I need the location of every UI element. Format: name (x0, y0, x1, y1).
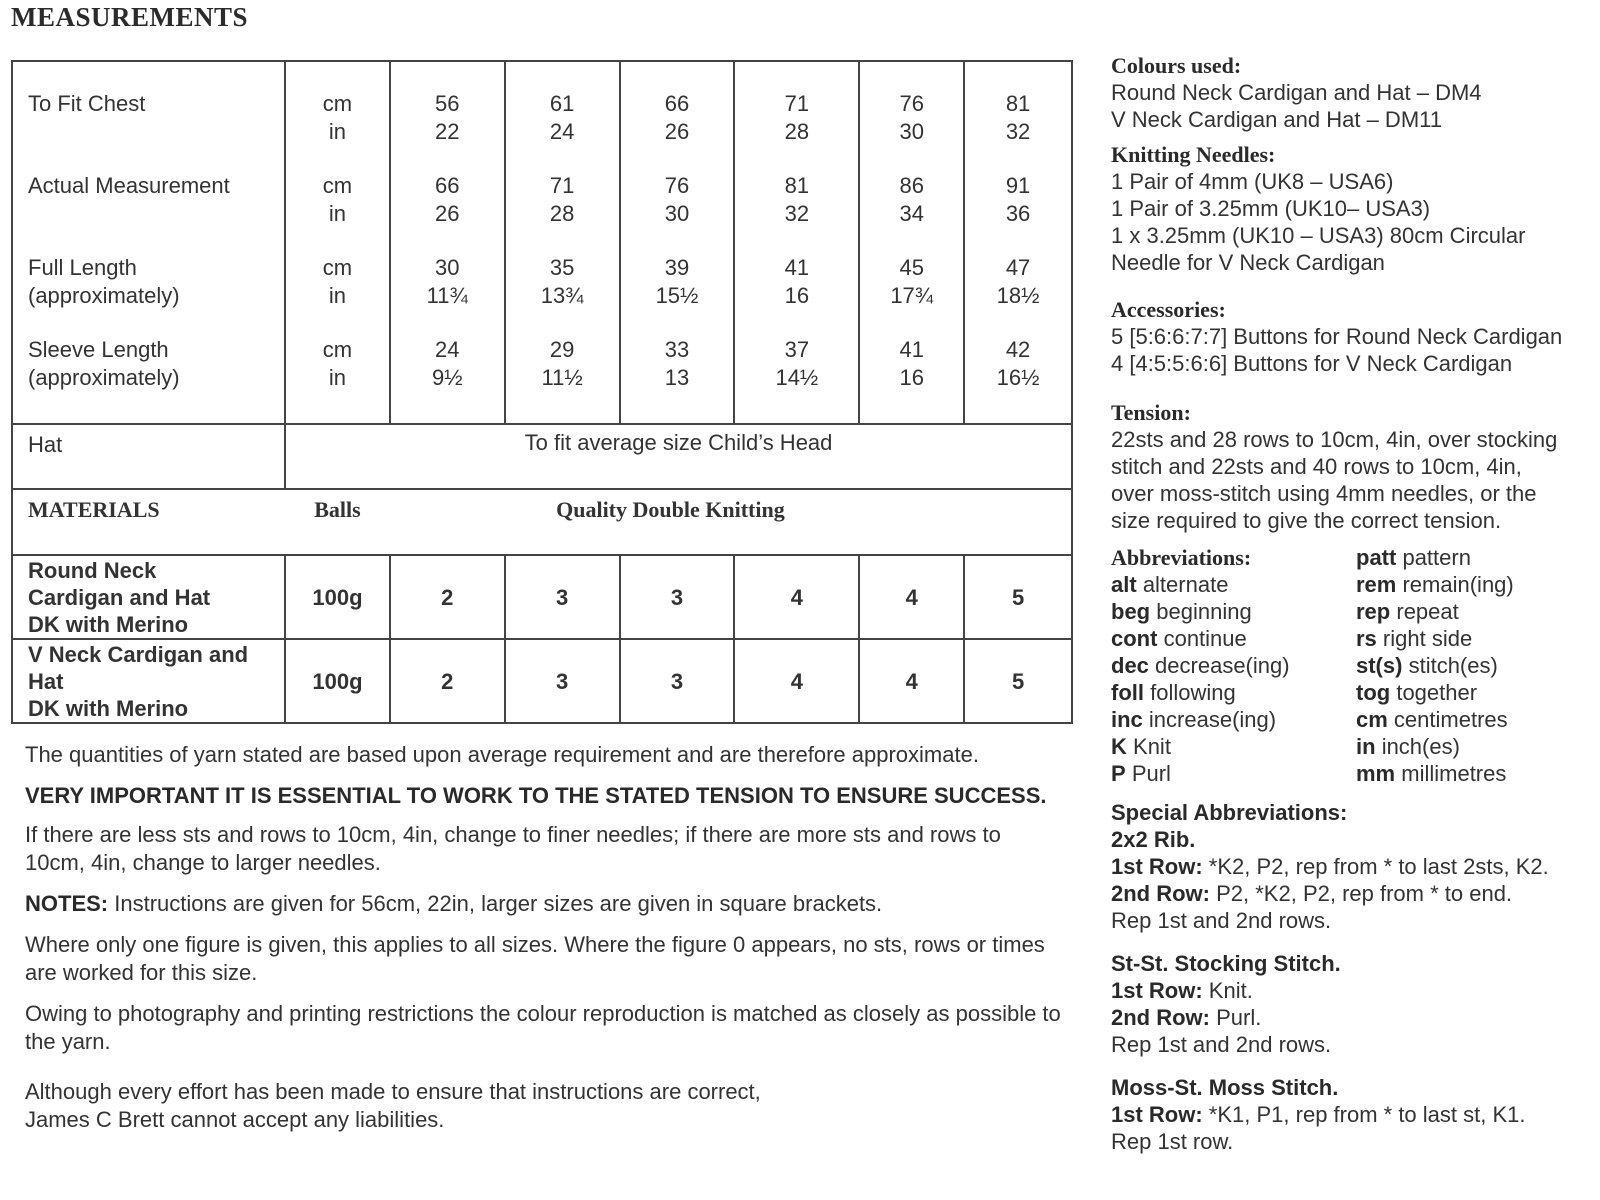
colours-heading: Colours used: (1111, 53, 1242, 78)
needle-line: Needle for V Neck Cardigan (1111, 250, 1385, 275)
needle-line: 1 Pair of 3.25mm (UK10– USA3) (1111, 196, 1431, 221)
hat-row (12, 424, 1072, 489)
ball-count: 5 (964, 639, 1072, 723)
notes-text: Instructions are given for 56cm, 22in, larger sizes are given in square brackets. (108, 891, 883, 916)
right-column (1111, 52, 1591, 1155)
tension-heading: Tension: (1111, 400, 1191, 425)
value-cell: 33 (664, 337, 690, 362)
label-chest: To Fit Chest (28, 91, 146, 116)
materials-row (12, 489, 1072, 555)
value-cell: 81 (1005, 91, 1031, 116)
value-cell: 37 (784, 337, 810, 362)
yarn-label-line: DK with Merino (28, 611, 189, 637)
stst-repeat: Rep 1st and 2nd rows. (1111, 1032, 1332, 1057)
unit-in: in (328, 283, 346, 308)
moss-repeat: Rep 1st row. (1111, 1129, 1234, 1154)
balls-label: Balls (314, 497, 361, 522)
label-length-approx: (approximately) (28, 283, 180, 308)
value-cell: 45 (899, 255, 924, 280)
notes-label: NOTES: (25, 891, 109, 916)
colour-line: Round Neck Cardigan and Hat – DM4 (1111, 80, 1482, 105)
value-cell: 16 (784, 283, 810, 308)
abbreviations (1111, 544, 1591, 787)
yarn-label-line: DK with Merino (28, 695, 189, 721)
stst-row: 1st Row: Knit. (1111, 978, 1253, 1003)
value-cell: 29 (549, 337, 575, 362)
stst-heading: St-St. Stocking Stitch. (1111, 951, 1341, 976)
abbr-item: cm centimetres (1356, 707, 1508, 732)
value-cell: 28 (549, 201, 575, 226)
abbr-item: rs right side (1356, 626, 1473, 651)
label-sleeve-approx: (approximately) (28, 365, 180, 390)
ball-count: 4 (859, 555, 964, 639)
size-column-4 (734, 61, 859, 424)
colour-line: V Neck Cardigan and Hat – DM11 (1111, 107, 1442, 132)
size-column-1 (390, 61, 505, 424)
ball-count: 2 (390, 639, 505, 723)
unit-cm: cm (322, 255, 353, 280)
yarn-label-line: V Neck Cardigan and (28, 641, 249, 667)
unit-in: in (328, 201, 346, 226)
hat-fit-text: To fit average size Child’s Head (285, 424, 1072, 489)
stst-row: 2nd Row: Purl. (1111, 1005, 1262, 1030)
yarn-label (12, 639, 285, 723)
ball-count: 4 (859, 639, 964, 723)
value-cell: 56 (435, 91, 460, 116)
unit-in: in (328, 119, 346, 144)
value-cell: 26 (435, 201, 460, 226)
value-cell: 26 (664, 119, 690, 144)
measurement-rows (12, 61, 1072, 424)
value-cell: 66 (435, 173, 460, 198)
value-cell: 16 (899, 365, 924, 390)
units-column (285, 61, 390, 424)
ball-count: 3 (505, 639, 620, 723)
measurement-labels (12, 61, 285, 424)
abbr-item: inc increase(ing) (1111, 707, 1277, 732)
value-cell: 32 (784, 201, 810, 226)
ball-count: 4 (734, 639, 859, 723)
value-cell: 28 (784, 119, 810, 144)
abbr-item: rem remain(ing) (1356, 572, 1514, 597)
needles-heading: Knitting Needles: (1111, 142, 1276, 167)
rib-row: 2nd Row: P2, *K2, P2, rep from * to end. (1111, 881, 1513, 906)
value-cell: 36 (1005, 201, 1031, 226)
label-sleeve: Sleeve Length (28, 337, 169, 362)
ball-count: 3 (505, 555, 620, 639)
ball-count: 3 (620, 639, 735, 723)
hat-label: Hat (12, 424, 285, 489)
needle-line: 1 Pair of 4mm (UK8 – USA6) (1111, 169, 1394, 194)
value-cell: 39 (664, 255, 690, 280)
value-cell: 17¾ (890, 283, 934, 308)
abbr-item: patt pattern (1356, 545, 1471, 570)
special-heading: Special Abbreviations: (1111, 800, 1348, 825)
yarn-label (12, 555, 285, 639)
abbr-item: rep repeat (1356, 599, 1459, 624)
value-cell: 14½ (775, 365, 819, 390)
tension-line: over moss-stitch using 4mm needles, or the (1111, 481, 1537, 506)
value-cell: 11½ (541, 365, 583, 390)
size-column-3 (620, 61, 735, 424)
abbr-item: mm millimetres (1356, 761, 1507, 786)
size-column-5 (859, 61, 964, 424)
abbr-item: cont continue (1111, 626, 1247, 651)
measurements-table (11, 60, 1073, 724)
abbr-item: K Knit (1111, 734, 1171, 759)
tension-line: stitch and 22sts and 40 rows to 10cm, 4in, (1111, 454, 1522, 479)
rib-repeat: Rep 1st and 2nd rows. (1111, 908, 1332, 933)
accessory-line: 4 [4:5:5:6:6] Buttons for V Neck Cardigan (1111, 351, 1513, 376)
rib-heading: 2x2 Rib. (1111, 827, 1196, 852)
yarn-row-v-neck (12, 639, 1072, 723)
yarn-label-line: Round Neck (28, 557, 157, 583)
tension-line: 22sts and 28 rows to 10cm, 4in, over stocking (1111, 427, 1558, 452)
unit-cm: cm (322, 173, 353, 198)
value-cell: 76 (664, 173, 690, 198)
value-cell: 86 (899, 173, 924, 198)
abbr-item: foll following (1111, 680, 1236, 705)
needle-line: 1 x 3.25mm (UK10 – USA3) 80cm Circular (1111, 223, 1526, 248)
yarn-label-line: Cardigan and Hat (28, 584, 211, 610)
yarn-row-round-neck (12, 555, 1072, 639)
value-cell: 15½ (655, 283, 699, 308)
label-actual: Actual Measurement (28, 173, 230, 198)
value-cell: 35 (549, 255, 575, 280)
value-cell: 32 (1005, 119, 1031, 144)
value-cell: 34 (899, 201, 924, 226)
ball-count: 5 (964, 555, 1072, 639)
value-cell: 30 (899, 119, 924, 144)
value-cell: 16½ (996, 365, 1040, 390)
abbr-item: beg beginning (1111, 599, 1252, 624)
value-cell: 13¾ (540, 283, 584, 308)
moss-heading: Moss-St. Moss Stitch. (1111, 1075, 1339, 1100)
value-cell: 11¾ (426, 283, 468, 308)
value-cell: 61 (549, 91, 575, 116)
value-cell: 42 (1005, 337, 1031, 362)
value-cell: 18½ (996, 283, 1040, 308)
value-cell: 24 (435, 337, 460, 362)
value-cell: 22 (435, 119, 460, 144)
ball-count: 4 (734, 555, 859, 639)
accessory-line: 5 [5:6:6:7:7] Buttons for Round Neck Cardigan (1111, 324, 1563, 349)
liability-line-1: Although every effort has been made to ensure that instructions are correct, (25, 1079, 761, 1104)
yarn-label-line: Hat (28, 668, 64, 694)
unit-in: in (328, 365, 346, 390)
value-cell: 71 (784, 91, 810, 116)
value-cell: 41 (784, 255, 810, 280)
accessories-heading: Accessories: (1111, 297, 1226, 322)
value-cell: 71 (549, 173, 575, 198)
size-column-2 (505, 61, 620, 424)
rib-row: 1st Row: *K2, P2, rep from * to last 2sts, K2. (1111, 854, 1549, 879)
ball-count: 3 (620, 555, 735, 639)
abbr-item: st(s) stitch(es) (1356, 653, 1498, 678)
value-cell: 66 (664, 91, 690, 116)
ball-count: 2 (390, 555, 505, 639)
value-cell: 81 (784, 173, 810, 198)
tension-line: size required to give the correct tension. (1111, 508, 1502, 533)
value-cell: 76 (899, 91, 924, 116)
liability-line-2: James C Brett cannot accept any liabilities. (25, 1107, 445, 1132)
ball-weight: 100g (285, 639, 390, 723)
abbr-item: P Purl (1111, 761, 1171, 786)
materials-label: MATERIALS (28, 497, 160, 522)
quantities-note: The quantities of yarn stated are based upon average requirement and are therefore approximate. (25, 742, 979, 767)
page-title: MEASUREMENTS (11, 2, 249, 32)
size-column-6 (964, 61, 1072, 424)
value-cell: 13 (664, 365, 690, 390)
needles-note: If there are less sts and rows to 10cm, 4in, change to finer needles; if there are more sts and rows to 10cm, 4in, change to larger needles. (25, 822, 1001, 875)
abbr-item: tog together (1356, 680, 1478, 705)
value-cell: 9½ (431, 365, 463, 390)
value-cell: 47 (1005, 255, 1031, 280)
quality-label: Quality Double Knitting (556, 497, 785, 522)
value-cell: 41 (899, 337, 924, 362)
abbr-item: in inch(es) (1356, 734, 1460, 759)
photography-note: Owing to photography and printing restrictions the colour reproduction is matched as closely as possible to the yarn. (25, 1001, 1061, 1054)
unit-cm: cm (322, 91, 353, 116)
ball-weight: 100g (285, 555, 390, 639)
value-cell: 30 (435, 255, 460, 280)
value-cell: 24 (549, 119, 575, 144)
abbr-item: dec decrease(ing) (1111, 653, 1290, 678)
one-figure-note: Where only one figure is given, this applies to all sizes. Where the figure 0 appears, no sts, rows or times are worked for this size. (25, 932, 1045, 985)
notes-section (25, 741, 1065, 1134)
abbreviations-heading: Abbreviations: (1111, 545, 1252, 570)
unit-cm: cm (322, 337, 353, 362)
value-cell: 91 (1005, 173, 1031, 198)
abbr-item: alt alternate (1111, 572, 1229, 597)
label-length: Full Length (28, 255, 137, 280)
value-cell: 30 (664, 201, 690, 226)
important-note: VERY IMPORTANT IT IS ESSENTIAL TO WORK TO THE STATED TENSION TO ENSURE SUCCESS. (25, 783, 1047, 808)
moss-row: 1st Row: *K1, P1, rep from * to last st, K1. (1111, 1102, 1526, 1127)
